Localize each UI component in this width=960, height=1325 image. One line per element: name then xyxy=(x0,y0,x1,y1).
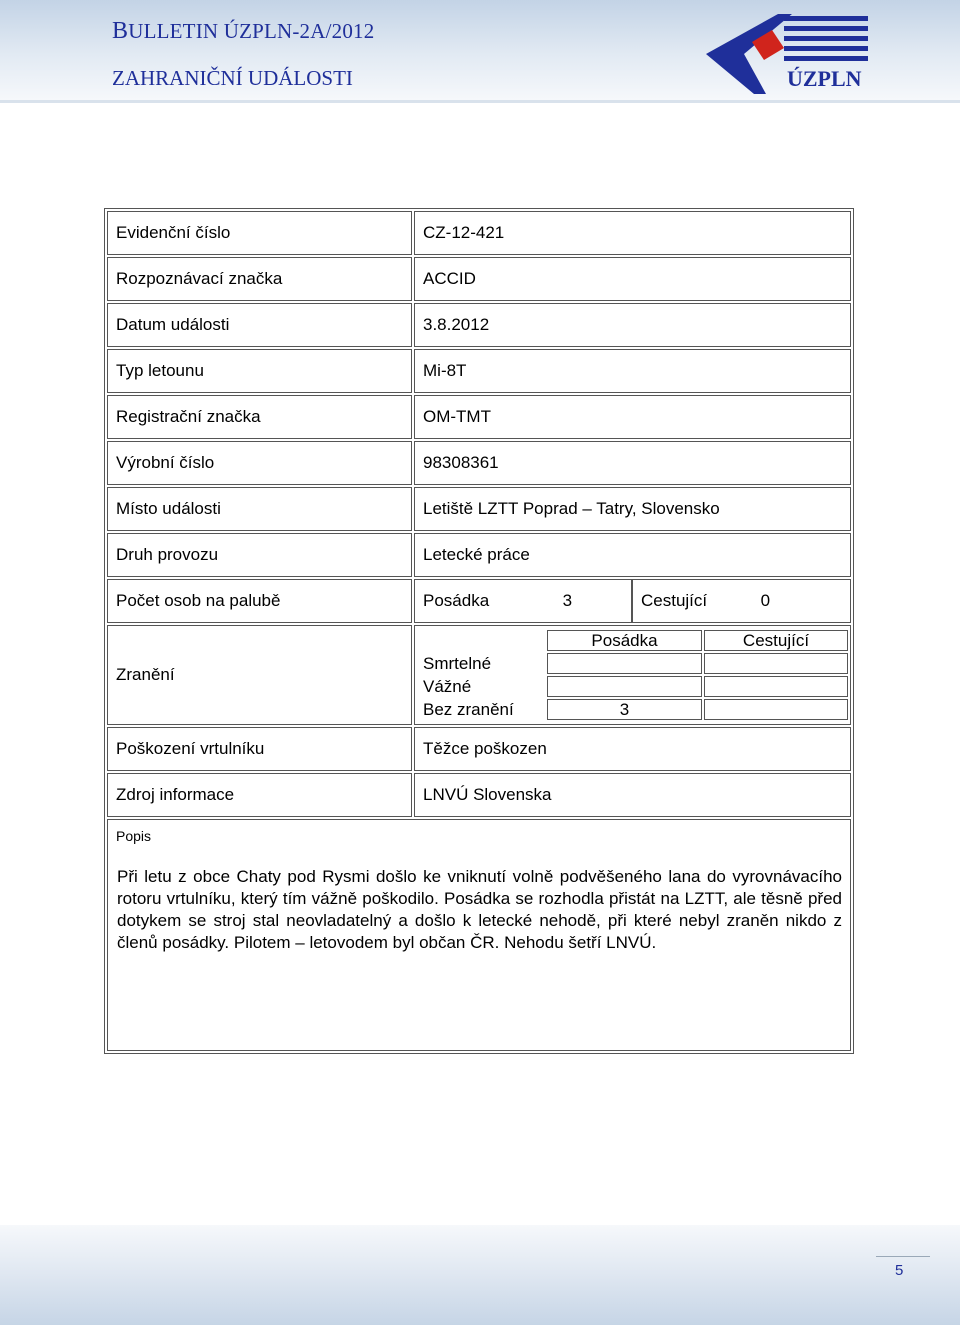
incident-form-table xyxy=(104,208,854,1054)
injury-serious-passengers xyxy=(704,676,848,697)
crew-count-cell xyxy=(414,579,632,623)
label-druh-provozu: Druh provozu xyxy=(107,533,412,577)
label-datum-udalosti: Datum události xyxy=(107,303,412,347)
form-row-date xyxy=(107,303,851,347)
value-evidencni-cislo: CZ-12-421 xyxy=(414,211,851,255)
label-misto-udalosti: Místo události xyxy=(107,487,412,531)
form-row-aircraft-type xyxy=(107,349,851,393)
injury-serious-crew xyxy=(547,676,702,697)
injuries-col-crew: Posádka xyxy=(547,630,702,651)
value-registracni-znacka: OM-TMT xyxy=(414,395,851,439)
value-rozpoznavaci-znacka: ACCID xyxy=(414,257,851,301)
form-row-registration-mark xyxy=(107,395,851,439)
form-row-injuries xyxy=(107,625,851,725)
form-row-damage xyxy=(107,727,851,771)
injury-type-fatal: Smrtelné xyxy=(423,654,492,673)
value-druh-provozu: Letecké práce xyxy=(414,533,851,577)
injuries-header-row xyxy=(417,630,848,651)
injury-type-none: Bez zranění xyxy=(423,700,514,719)
description-cell xyxy=(107,819,851,1051)
section-title: ZAHRANIČNÍ UDÁLOSTI xyxy=(112,66,353,90)
passengers-label: Cestující xyxy=(641,591,708,610)
injury-none-crew: 3 xyxy=(547,699,702,720)
label-rozpoznavaci-znacka: Rozpoznávací značka xyxy=(107,257,412,301)
injuries-header-blank xyxy=(417,630,545,651)
value-typ-letounu: Mi-8T xyxy=(414,349,851,393)
form-row-serial-number xyxy=(107,441,851,485)
persons-cell xyxy=(414,579,851,623)
bulletin-title xyxy=(112,18,374,45)
label-pocet-osob: Počet osob na palubě xyxy=(107,579,412,623)
description-label: Popis xyxy=(116,828,152,844)
crew-value: 3 xyxy=(562,591,573,610)
form-row-registration-number xyxy=(107,211,851,255)
form-row-source xyxy=(107,773,851,817)
form-row-location xyxy=(107,487,851,531)
injury-none-passengers xyxy=(704,699,848,720)
label-registracni-znacka: Registrační značka xyxy=(107,395,412,439)
passengers-value: 0 xyxy=(760,591,771,610)
value-misto-udalosti: Letiště LZTT Poprad – Tatry, Slovensko xyxy=(414,487,851,531)
label-zraneni: Zranění xyxy=(107,625,412,725)
label-poskozeni: Poškození vrtulníku xyxy=(107,727,412,771)
header-divider xyxy=(0,100,960,103)
logo-text: ÚZPLN xyxy=(787,66,862,91)
injuries-table xyxy=(415,628,850,722)
injuries-row-none xyxy=(417,699,848,720)
injuries-row-fatal xyxy=(417,653,848,674)
page-footer xyxy=(0,1225,960,1325)
label-vyrobni-cislo: Výrobní číslo xyxy=(107,441,412,485)
description-text: Při letu z obce Chaty pod Rysmi došlo ke vniknutí volně podvěšeného lana do vyrovnávacího rotoru vrtulníku, který tím vážně poškodilo. Posádka se rozhodla přistát na LZTT, ale těsně před dotykem se stroj stal neovladatelný a došlo k letecké nehodě, při které nebyl zraněn nikdo z členů posádky. Pilotem – letovodem byl občan ČR. Nehodu šetří LNVÚ. xyxy=(117,867,842,952)
form-row-operation-type xyxy=(107,533,851,577)
injuries-cell xyxy=(414,625,851,725)
form-row-identification-mark xyxy=(107,257,851,301)
form-row-persons-on-board xyxy=(107,579,851,623)
value-zdroj-informace: LNVÚ Slovenska xyxy=(414,773,851,817)
injury-fatal-crew xyxy=(547,653,702,674)
page-number: 5 xyxy=(895,1262,904,1279)
bulletin-title-initial: B xyxy=(112,18,129,44)
label-evidencni-cislo: Evidenční číslo xyxy=(107,211,412,255)
label-typ-letounu: Typ letounu xyxy=(107,349,412,393)
injury-fatal-passengers xyxy=(704,653,848,674)
page-number-rule xyxy=(876,1256,930,1257)
persons-table xyxy=(414,579,851,623)
value-datum-udalosti: 3.8.2012 xyxy=(414,303,851,347)
form-row-description xyxy=(107,819,851,1051)
value-vyrobni-cislo: 98308361 xyxy=(414,441,851,485)
crew-label: Posádka xyxy=(423,591,490,610)
injury-type-serious: Vážné xyxy=(423,677,472,696)
injuries-col-passengers: Cestující xyxy=(704,630,848,651)
bulletin-title-rest: ULLETIN ÚZPLN-2A/2012 xyxy=(128,19,375,43)
label-zdroj-informace: Zdroj informace xyxy=(107,773,412,817)
passenger-count-cell xyxy=(632,579,851,623)
value-poskozeni: Těžce poškozen xyxy=(414,727,851,771)
injuries-row-serious xyxy=(417,676,848,697)
